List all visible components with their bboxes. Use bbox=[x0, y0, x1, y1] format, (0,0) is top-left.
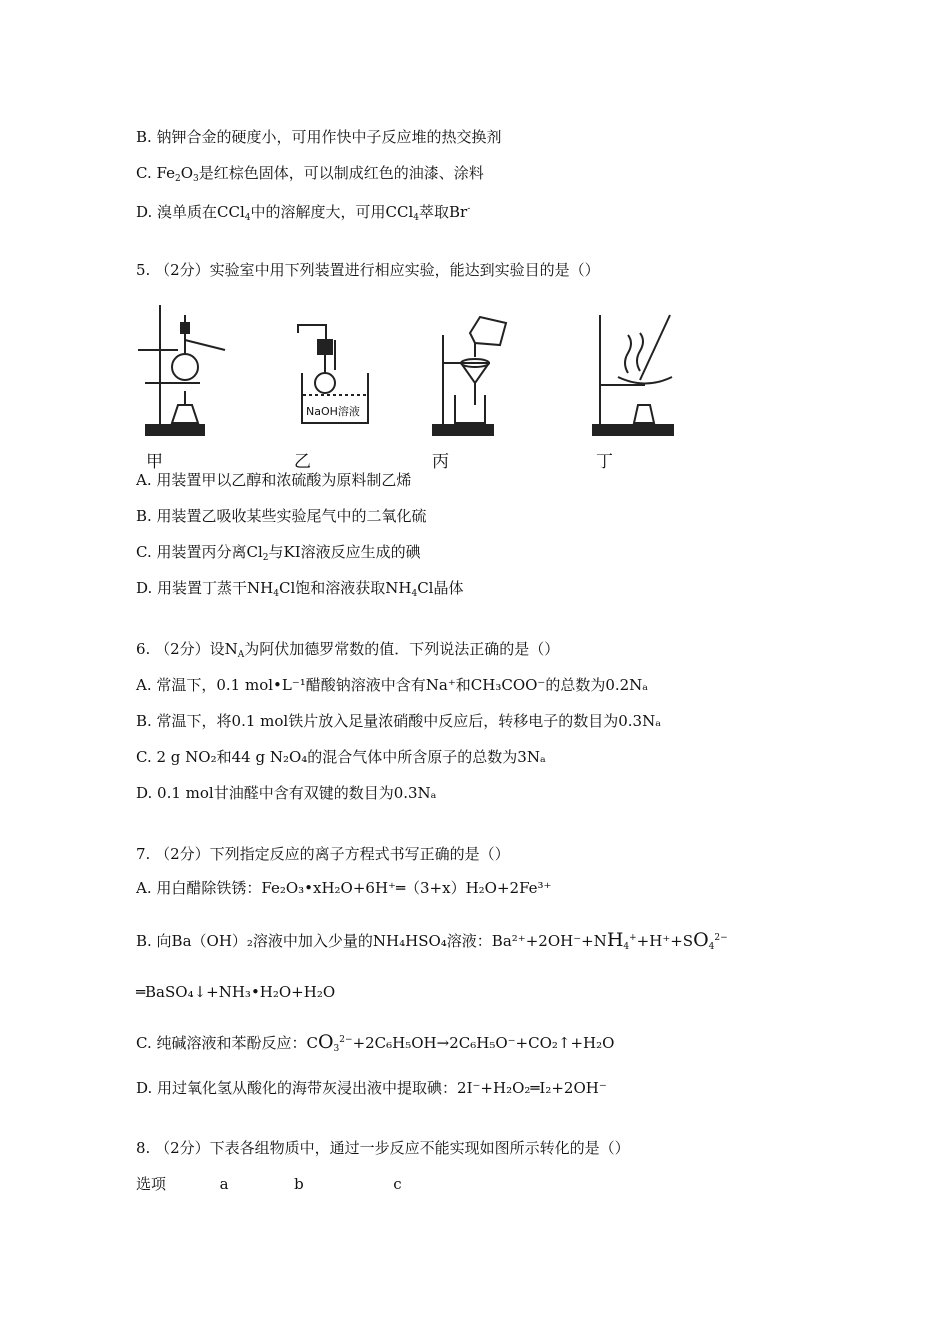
header-c: c bbox=[393, 1175, 402, 1193]
q7-stem: 7. （2分）下列指定反应的离子方程式书写正确的是（） bbox=[136, 845, 510, 863]
q4-option-b: B. 钠钾合金的硬度小，可用作快中子反应堆的热交换剂 bbox=[136, 128, 502, 146]
q6-option-c: C. 2 g NO₂和44 g N₂O₄的混合气体中所含原子的总数为3Nₐ bbox=[136, 748, 546, 766]
q5-apparatus-figure bbox=[130, 295, 690, 470]
q4-option-c: C. $Fe_2O_3$是红棕色固体，可以制成红色的油漆、涂料 bbox=[136, 164, 484, 184]
naoh-label: NaOH溶液 bbox=[306, 405, 360, 418]
q7-option-a: A. 用白醋除铁锈：Fe₂O₃•xH₂O+6H⁺═（3+x）H₂O+2Fe³⁺ bbox=[136, 879, 552, 897]
header-a: a bbox=[219, 1175, 229, 1193]
q7-option-c: C. 纯碱溶液和苯酚反应：$CO_3^{2-}+2C_6H_5OH\to 2C_6H_5O^-+CO_2↑+H_2O$ bbox=[136, 1031, 615, 1054]
apparatus-ding bbox=[593, 315, 673, 435]
header-b: b bbox=[294, 1175, 304, 1193]
apparatus-label-bing: 丙 bbox=[432, 452, 449, 472]
apparatus-jia bbox=[138, 305, 225, 435]
q6-option-d: D. 0.1 mol甘油醛中含有双键的数目为0.3Nₐ bbox=[136, 784, 437, 802]
q6-option-b: B. 常温下，将0.1 mol铁片放入足量浓硝酸中反应后，转移电子的数目为0.3Nₐ bbox=[136, 712, 662, 730]
q6-stem: 6. （2分）设$N_A$为阿伏加德罗常数的值．下列说法正确的是（） bbox=[136, 640, 560, 660]
q5-option-d: D. 用装置丁蒸干$NH_4Cl$饱和溶液获取$NH_4Cl$晶体 bbox=[136, 579, 464, 599]
q8-stem: 8. （2分）下表各组物质中，通过一步反应不能实现如图所示转化的是（） bbox=[136, 1139, 630, 1157]
header-option: 选项 bbox=[136, 1175, 167, 1193]
q4-option-d: D. 溴单质在CCl$_4$中的溶解度大，可用CCl$_4$萃取Br- bbox=[136, 203, 471, 223]
q7-option-b-cont: ═BaSO₄↓+NH₃•H₂O+H₂O bbox=[136, 983, 336, 1001]
apparatus-label-ding: 丁 bbox=[596, 452, 613, 472]
q7-option-b: B. 向Ba（OH）₂溶液中加入少量的NH₄HSO₄溶液：$Ba^{2+}+2OH^-+NH_4^++H^++SO_4^{2-}$ bbox=[136, 929, 728, 952]
q5-stem: 5. （2分）实验室中用下列装置进行相应实验，能达到实验目的是（） bbox=[136, 261, 600, 279]
apparatus-bing bbox=[433, 317, 506, 435]
q7-option-d: D. 用过氧化氢从酸化的海带灰浸出液中提取碘：2I⁻+H₂O₂═I₂+2OH⁻ bbox=[136, 1079, 607, 1097]
q5-option-a: A. 用装置甲以乙醇和浓硫酸为原料制乙烯 bbox=[136, 471, 412, 489]
apparatus-label-yi: 乙 bbox=[294, 452, 311, 472]
q5-option-b: B. 用装置乙吸收某些实验尾气中的二氧化硫 bbox=[136, 507, 427, 525]
q5-option-c: C. 用装置丙分离$Cl_2$与KI溶液反应生成的碘 bbox=[136, 543, 421, 563]
q8-table-header bbox=[136, 1174, 402, 1194]
q6-option-a: A. 常温下，0.1 mol•L⁻¹醋酸钠溶液中含有Na⁺和CH₃COO⁻的总数为0.2Nₐ bbox=[136, 676, 649, 694]
apparatus-label-jia: 甲 bbox=[146, 452, 163, 472]
